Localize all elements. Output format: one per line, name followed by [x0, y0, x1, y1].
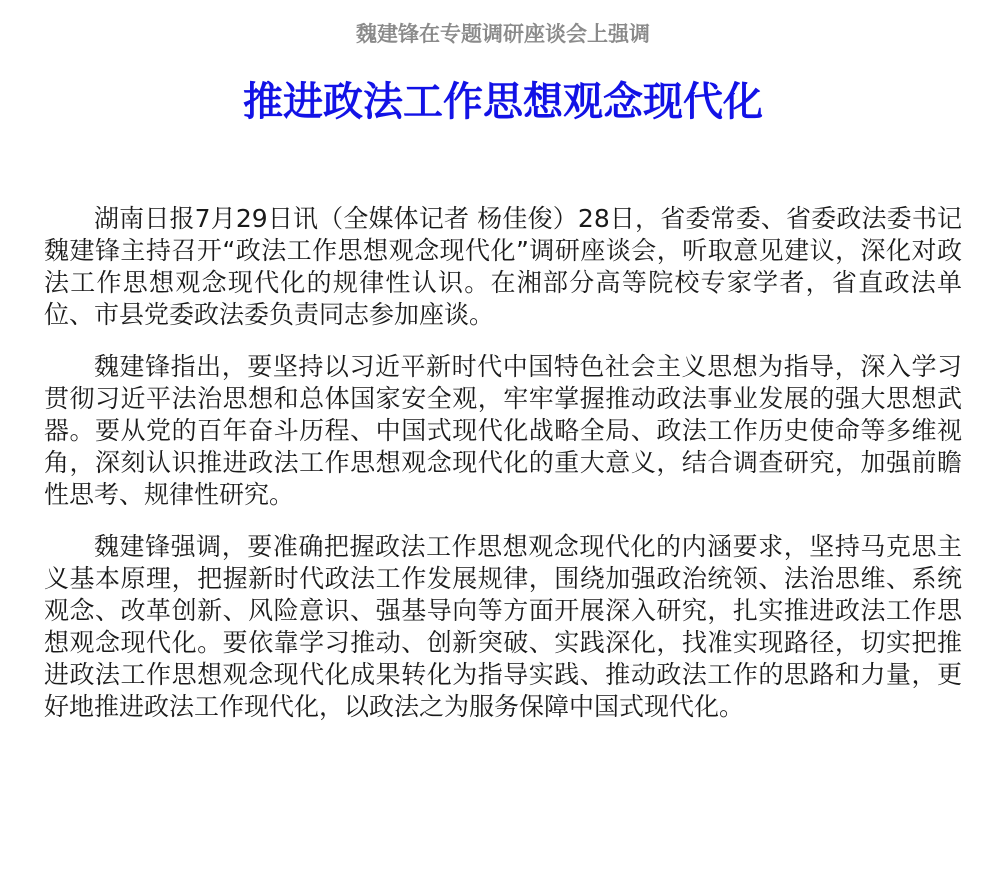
article-paragraph-lead: 湖南日报7月29日讯（全媒体记者 杨佳俊）28日，省委常委、省委政法委书记魏建锋主持召开“政法工作思想观念现代化”调研座谈会，听取意见建议，深化对政法工作思想观念现代化的规律性认识。在湘部分高等院校专家学者，省直政法单位、市县党委政法委负责同志参加座谈。	[44, 204, 962, 329]
article-paragraph-guidance: 魏建锋指出，要坚持以习近平新时代中国特色社会主义思想为指导，深入学习贯彻习近平法治思想和总体国家安全观，牢牢掌握推动政法事业发展的强大思想武器。要从党的百年奋斗历程、中国式现代化战略全局、政法工作历史使命等多维视角，深刻认识推进政法工作思想观念现代化的重大意义，结合调查研究，加强前瞻性思考、规律性研究。	[44, 352, 962, 509]
article-paragraph-requirements: 魏建锋强调，要准确把握政法工作思想观念现代化的内涵要求，坚持马克思主义基本原理，把握新时代政法工作发展规律，围绕加强政治统领、法治思维、系统观念、改革创新、风险意识、强基导向等方面开展深入研究，扎实推进政法工作思想观念现代化。要依靠学习推动、创新突破、实践深化，找准实现路径，切实把推进政法工作思想观念现代化成果转化为指导实践、推动政法工作的思路和力量，更好地推进政法工作现代化，以政法之为服务保障中国式现代化。	[44, 532, 962, 721]
article-headline: 推进政法工作思想观念现代化	[243, 79, 763, 125]
article-subtitle: 魏建锋在专题调研座谈会上强调	[356, 22, 650, 46]
article-body	[44, 203, 962, 723]
